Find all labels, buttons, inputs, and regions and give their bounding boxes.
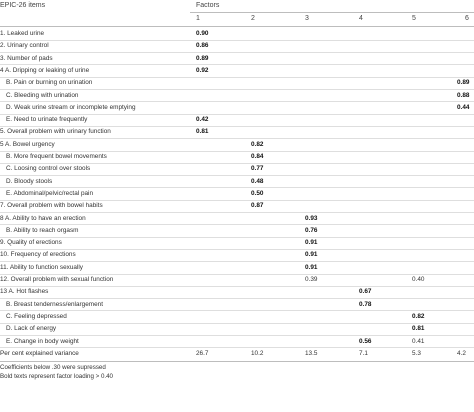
item-label: 13 A. Hot flashes [0,288,49,296]
footer-divider [0,361,474,362]
item-label: C. Feeling depressed [6,312,67,320]
item-label: 5. Overall problem with urinary function [0,128,111,136]
loading-value: 0.91 [305,251,318,259]
item-label: 3. Number of pads [0,54,53,62]
loading-value: 0.86 [196,42,209,50]
table-row [0,139,474,151]
item-label: 7. Overall problem with bowel habits [0,202,103,210]
item-label: D. Bloody stools [6,177,53,185]
loading-value: 0.67 [359,288,372,296]
header-divider [0,26,474,27]
factor-number-4: 4 [359,15,363,22]
item-label: C. Bleeding with urination [6,91,79,99]
table-row [0,262,474,274]
loading-value: 0.89 [457,79,470,87]
table-row [0,286,474,298]
table-row [0,90,474,102]
variance-row [0,348,474,360]
table-row [0,176,474,188]
table-row [0,237,474,249]
loading-value: 0.81 [196,128,209,136]
table-row [0,311,474,323]
item-label: E. Need to urinate frequently [6,116,88,124]
factor-number-5: 5 [412,15,416,22]
table-row [0,323,474,335]
loading-value: 0.81 [412,325,425,333]
table-row [0,225,474,237]
variance-value: 10.2 [251,349,264,357]
loading-value: 0.76 [305,226,318,234]
table-row [0,126,474,138]
variance-value: 13.5 [305,349,318,357]
loading-value: 0.82 [251,140,264,148]
factors-divider [190,12,474,13]
item-label: 1. Leaked urine [0,30,45,37]
loading-value: 0.84 [251,153,264,160]
item-label: D. Lack of energy [6,325,57,333]
table-row [0,299,474,311]
item-label: 8 A. Ability to have an erection [0,214,86,222]
loading-value: 0.50 [251,189,264,197]
footnote: Coefficients below .30 were supressed [0,364,106,372]
variance-label: Per cent explained variance [0,349,79,357]
table-row [0,53,474,65]
loading-value: 0.89 [196,54,209,62]
table-row [0,274,474,286]
loading-value: 0.87 [251,202,264,210]
loading-value: 0.82 [412,312,425,320]
loading-value: 0.48 [251,177,264,185]
item-label: B. Pain or burning on urination [6,79,93,87]
item-label: E. Abdominal/pelvic/rectal pain [6,189,94,197]
table-row [0,40,474,52]
loading-value: 0.42 [196,116,209,124]
item-label: 4 A. Dripping or leaking of urine [0,66,90,74]
item-label: 2. Urinary control [0,42,49,50]
table-row [0,213,474,225]
loading-value: 0.78 [359,300,372,308]
items-column-header: EPIC-26 items [0,2,46,9]
table-row [0,28,474,40]
table-row [0,200,474,212]
factor-number-6: 6 [465,15,469,22]
footnote: Bold texts represent factor loading > 0.40 [0,373,113,381]
loading-value: 0.92 [196,66,209,74]
table-row [0,114,474,126]
loading-value: 0.91 [305,263,318,271]
item-label: B. More frequent bowel movements [6,153,107,160]
loading-value: 0.90 [196,30,209,37]
table-row [0,249,474,261]
loading-value: 0.93 [305,214,318,222]
loading-value: 0.56 [359,337,372,345]
loading-value: 0.88 [457,91,470,99]
loading-value: 0.44 [457,103,470,111]
variance-value: 5.3 [412,349,421,357]
factor-number-3: 3 [305,15,309,22]
table-row [0,336,474,348]
table-row [0,102,474,114]
item-label: D. Weak urine stream or incomplete emptying [6,103,136,111]
item-label: E. Change in body weight [6,337,79,345]
factor-number-1: 1 [196,15,200,22]
item-label: 11. Ability to function sexually [0,263,84,271]
variance-value: 26.7 [196,349,209,357]
item-label: 12. Overall problem with sexual function [0,276,114,283]
table-row [0,77,474,89]
loading-value: 0.40 [412,276,425,283]
loading-value: 0.41 [412,337,425,345]
variance-value: 7.1 [359,349,368,357]
loading-value: 0.91 [305,239,318,247]
item-label: 9. Quality of erections [0,239,62,247]
table-row [0,163,474,175]
item-label: B. Breast tenderness/enlargement [6,300,103,308]
item-label: B. Ability to reach orgasm [6,226,79,234]
factor-number-2: 2 [251,15,255,22]
factors-header: Factors [196,2,220,9]
table-row [0,151,474,163]
loading-value: 0.39 [305,276,318,283]
table-row [0,65,474,77]
item-label: 5 A. Bowel urgency [0,140,55,148]
item-label: 10. Frequency of erections [0,251,76,259]
variance-value: 4.2 [457,349,466,357]
loading-value: 0.77 [251,165,264,173]
item-label: C. Loosing control over stools [6,165,91,173]
table-row [0,188,474,200]
